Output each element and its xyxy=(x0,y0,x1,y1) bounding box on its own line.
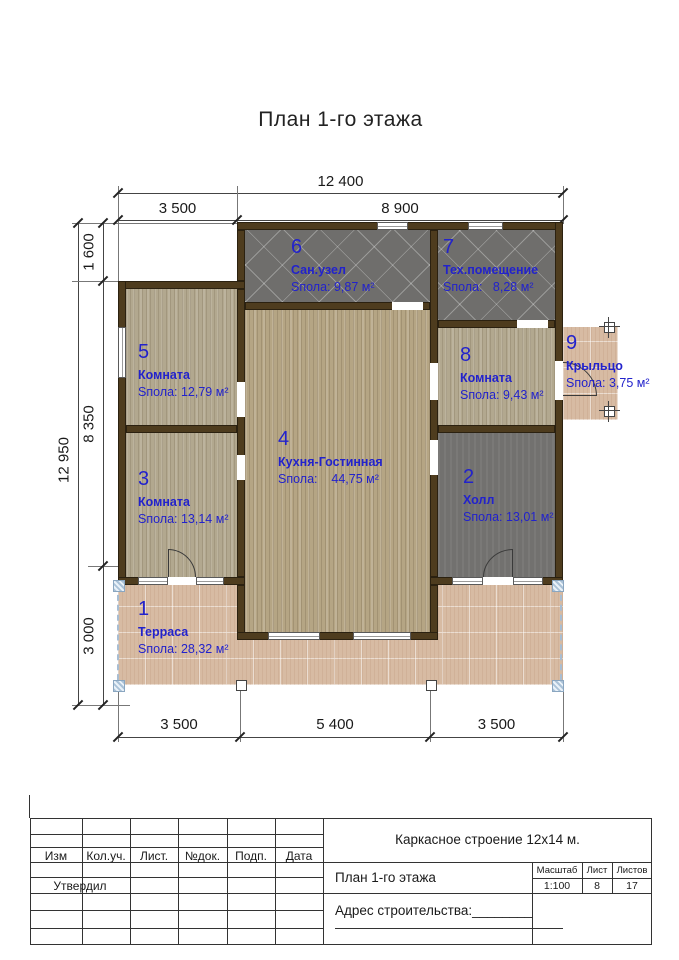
wall-center-right xyxy=(430,230,438,577)
dimension-line xyxy=(103,223,104,705)
wall-top-left-wing xyxy=(118,281,245,289)
room-number: 2 xyxy=(463,466,475,488)
corner-post xyxy=(113,680,125,692)
window xyxy=(196,577,224,585)
door-leaf xyxy=(563,395,597,396)
title-block-rule xyxy=(178,818,179,945)
revision-header-cell: Кол.уч. xyxy=(86,849,126,863)
wall-room8-hall xyxy=(438,425,555,433)
room-number: 8 xyxy=(460,344,472,366)
window xyxy=(377,222,408,230)
revision-header-cell: Дата xyxy=(285,849,313,863)
room-area: Sпола: 13,14 м² xyxy=(138,512,229,526)
title-block-rule xyxy=(30,847,323,848)
window xyxy=(452,577,483,585)
revision-header-cell: Изм xyxy=(44,849,68,863)
dimension-line xyxy=(118,737,563,738)
dim-bottom-1: 3 500 xyxy=(160,716,198,733)
terrace-edge xyxy=(117,585,119,690)
terrace-post xyxy=(426,680,437,691)
window xyxy=(118,327,126,378)
room-number: 3 xyxy=(138,468,150,490)
window xyxy=(513,577,543,585)
room-name: Терраса xyxy=(138,625,189,639)
door-opening xyxy=(237,382,245,417)
door-opening xyxy=(392,302,423,310)
wall-bathroom-left xyxy=(237,230,245,281)
dim-bottom-3: 3 500 xyxy=(477,716,516,733)
room-area: Sпола: 44,75 м² xyxy=(278,472,379,486)
room-name: Сан.узел xyxy=(291,263,346,277)
terrace-edge xyxy=(560,585,562,690)
dim-left-seg-3: 3 000 xyxy=(80,617,98,655)
address-blank-line xyxy=(335,928,563,929)
sheets-total-label: Листов xyxy=(616,865,648,876)
door-opening xyxy=(483,577,513,585)
room-number: 7 xyxy=(443,236,455,258)
dim-top-total: 12 400 xyxy=(317,173,364,190)
room-name: Холл xyxy=(463,493,495,507)
window xyxy=(468,222,503,230)
window xyxy=(353,632,411,640)
room-label-hall xyxy=(463,466,554,524)
revision-header-cell: №док. xyxy=(184,849,221,863)
terrace-post xyxy=(236,680,247,691)
page-title: План 1-го этажа xyxy=(258,108,423,131)
drawing-title: План 1-го этажа xyxy=(335,870,436,885)
corner-post xyxy=(552,680,564,692)
room-number: 4 xyxy=(278,428,290,450)
title-block-rule xyxy=(30,877,323,878)
dimension-line xyxy=(118,220,563,221)
room-name: Крыльцо xyxy=(566,359,623,373)
title-block-rule xyxy=(130,818,131,945)
dim-bottom-2: 5 400 xyxy=(316,716,354,733)
revision-header-cell: Лист. xyxy=(139,849,169,863)
room-area: Sпола: 28,32 м² xyxy=(138,642,229,656)
title-block-rule xyxy=(30,834,323,835)
room-name: Комната xyxy=(138,495,190,509)
corner-post xyxy=(113,580,125,592)
room-area: Sпола: 12,79 м² xyxy=(138,385,229,399)
room-area: Sпола: 13,01 м² xyxy=(463,510,554,524)
room-name: Комната xyxy=(460,371,512,385)
title-block-rule xyxy=(30,893,652,894)
room-label-bathroom xyxy=(291,236,375,294)
door-opening xyxy=(555,361,563,400)
room-label-room8 xyxy=(460,344,544,402)
title-block-rule xyxy=(275,818,276,945)
room-label-techroom xyxy=(443,236,538,294)
title-block-rule xyxy=(30,928,323,929)
room-number: 6 xyxy=(291,236,303,258)
wall-room5-room3 xyxy=(126,425,237,433)
approved-label: Утвердил xyxy=(53,879,107,893)
sheets-total-value: 17 xyxy=(626,880,638,892)
room-number: 9 xyxy=(566,332,578,354)
room-area: Sпола: 9,43 м² xyxy=(460,388,544,402)
room-number: 1 xyxy=(138,598,150,620)
room-label-porch xyxy=(566,332,650,390)
door-opening xyxy=(517,320,548,328)
address-label: Адрес строительства:________ xyxy=(335,903,533,918)
title-block-rule xyxy=(532,878,652,879)
door-opening xyxy=(430,363,438,400)
wall-right xyxy=(555,222,563,585)
door-leaf xyxy=(512,549,513,577)
room-name: Кухня-Гостинная xyxy=(278,455,383,469)
dim-left-seg-1: 1 600 xyxy=(80,233,98,271)
scale-value: 1:100 xyxy=(543,880,571,892)
room-name: Комната xyxy=(138,368,190,382)
dim-top-left: 3 500 xyxy=(158,200,197,217)
sheet-label: Лист xyxy=(586,865,608,876)
dimension-line xyxy=(78,223,79,705)
extension-line xyxy=(72,223,237,224)
door-leaf xyxy=(168,549,169,577)
door-opening xyxy=(430,440,438,475)
scale-label: Масштаб xyxy=(536,865,578,876)
dim-top-right: 8 900 xyxy=(381,200,419,217)
room-number: 5 xyxy=(138,341,150,363)
dim-left-total: 12 950 xyxy=(55,437,73,483)
sheet-frame-stub xyxy=(29,795,30,818)
title-block-rule xyxy=(30,910,323,911)
window xyxy=(138,577,168,585)
room-area: Sпола: 3,75 м² xyxy=(566,376,650,390)
dimension-line xyxy=(118,193,563,194)
room-area: Sпола: 9,87 м² xyxy=(291,280,375,294)
survey-marker xyxy=(604,406,615,417)
room-name: Тех.помещение xyxy=(443,263,539,277)
dim-left-seg-2: 8 350 xyxy=(80,405,98,443)
room-label-terrace xyxy=(138,598,229,656)
room-area: Sпола: 8,28 м² xyxy=(443,280,534,294)
sheet-value: 8 xyxy=(594,880,600,892)
extension-line xyxy=(72,281,118,282)
wall-center-left xyxy=(237,289,245,577)
window xyxy=(268,632,320,640)
revision-header-cell: Подп. xyxy=(235,849,267,863)
project-name: Каркасное строение 12х14 м. xyxy=(395,832,580,847)
corner-post xyxy=(552,580,564,592)
door-opening xyxy=(237,455,245,480)
room-label-room5 xyxy=(138,341,229,399)
room-label-room3 xyxy=(138,468,229,526)
room-label-kitchen-living xyxy=(278,428,383,486)
door-opening xyxy=(168,577,196,585)
title-block-rule xyxy=(227,818,228,945)
